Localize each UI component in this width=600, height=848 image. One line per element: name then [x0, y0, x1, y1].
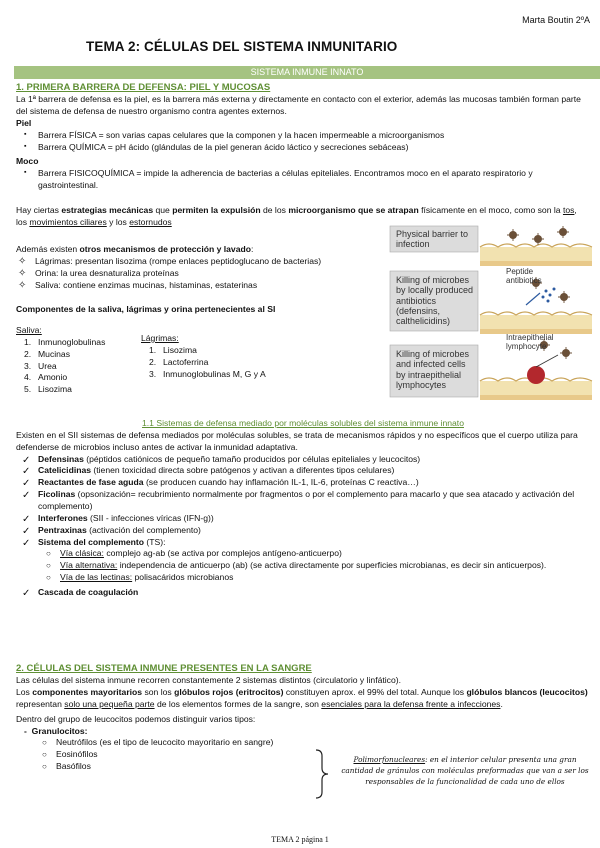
list-item — [42, 560, 590, 572]
arrow-icon — [526, 293, 540, 305]
section-1-heading: 1. PRIMERA BARRERA DE DEFENSA: PIEL Y MUCOSAS — [16, 82, 271, 93]
text-span: Polimorfonucleares — [353, 755, 426, 764]
fluid-list — [16, 256, 386, 292]
other-mechanisms-intro — [16, 244, 386, 256]
list-item: 4. Amonio — [24, 372, 68, 383]
text-span: Lisozima — [38, 384, 72, 395]
saliva-list — [16, 337, 146, 396]
text-span: Reactantes de fase aguda — [38, 477, 144, 488]
lagrimas-list — [141, 345, 341, 381]
text-span: Cascada de coagulación — [38, 587, 139, 598]
section-2-p2 — [16, 687, 590, 711]
epithelium-layer — [480, 244, 592, 266]
text-span: y los — [106, 216, 130, 227]
subsection-1-1 — [16, 418, 590, 599]
list-item — [16, 465, 590, 477]
list-item: ▪ Barrera FISICOQUÍMICA = impide la adherencia de bacterias a células epiteliales. Encontramos moco en el aparato respiratorio y gastrointestinal. — [16, 168, 588, 192]
dash: - — [24, 725, 32, 736]
list-item: ▪ Barrera QUÍMICA = pH ácido (glándulas de la piel generan ácido láctico y secreciones sebáceas) — [16, 142, 588, 154]
text-span: . — [500, 698, 503, 709]
text-span: : — [250, 244, 254, 254]
list-item — [16, 477, 590, 489]
pointer-line — [536, 355, 558, 367]
epithelium-layer — [480, 312, 592, 334]
lymphocyte-icon — [527, 366, 545, 384]
text-span: componentes mayoritarios — [32, 686, 143, 697]
text-span: Sistema del complemento — [38, 536, 145, 547]
text-span: son los — [142, 686, 175, 697]
granulocytes-label — [24, 726, 590, 738]
section-2-heading: 2. CÉLULAS DEL SISTEMA INMUNE PRESENTES EN LA SANGRE — [16, 663, 312, 674]
curly-brace-icon — [314, 748, 330, 800]
section-2-p1: Las células del sistema inmune recorren constantemente 2 sistemas distintos (circulatorio y linfático). — [16, 675, 401, 686]
polymorphonuclear-note — [340, 755, 590, 788]
text-span: Lactoferrina — [163, 356, 209, 367]
text-span: Mucinas — [38, 348, 70, 359]
text-span: Interferones — [38, 512, 88, 523]
list-item: 2. Lactoferrina — [149, 356, 209, 367]
list-item — [42, 572, 590, 584]
text-span: estornudos — [129, 216, 172, 227]
components-heading: Componentes de la saliva, lágrimas y orina pertenecientes al SI — [16, 304, 276, 315]
other-mechanisms — [16, 244, 386, 316]
figure-label-2: Killing of microbes by locally produced antibiotics (defensins, calthelicidins) — [396, 275, 474, 327]
moco-list — [16, 168, 588, 192]
list-item: 1. Lisozima — [149, 344, 197, 355]
text-span: Inmunoglobulinas M, G y A — [163, 368, 266, 379]
text-span: Pentraxinas — [38, 524, 87, 535]
saliva-label: Saliva: — [16, 325, 42, 335]
list-item — [16, 513, 590, 525]
text-span: Vía de las lectinas: — [60, 572, 133, 583]
list-item: ○ Basófilos — [38, 761, 590, 773]
text-span: permiten la expulsión — [172, 205, 261, 215]
page-title: TEMA 2: CÉLULAS DEL SISTEMA INMUNITARIO — [86, 39, 398, 54]
text-span: : en el interior celular presenta una gran cantidad de gránulos con moléculas preformadas que van a ser los responsables de la funcionalidad de cada uno de ellos — [341, 755, 589, 786]
list-item: ○ Neutrófilos (es el tipo de leucocito mayoritario en sangre) — [38, 737, 590, 749]
lymphocyte-label: Intraepithelial lymphocyte — [506, 333, 554, 352]
text-span: (TS): — [144, 536, 166, 547]
text-span: Vía alternativa: — [60, 560, 118, 571]
text-span: que — [153, 205, 173, 215]
text-span: glóbulos rojos (eritrocitos) — [174, 686, 284, 697]
list-item — [16, 587, 590, 599]
lagrimas-label: Lágrimas: — [141, 333, 179, 343]
text-span: Defensinas — [38, 453, 84, 464]
list-item: 3. Urea — [24, 360, 57, 371]
text-span: polisacáridos microbianos — [132, 572, 234, 583]
text-span: Granulocitos: — [31, 725, 88, 736]
subsection-1-1-heading: 1.1 Sistemas de defensa mediado por moléculas solubles del sistema inmune innato — [142, 418, 464, 428]
text-span: (SII - infecciones víricas (IFN-g)) — [87, 512, 214, 523]
page-footer: TEMA 2 página 1 — [271, 835, 329, 844]
soluble-molecules-list — [16, 454, 590, 599]
text-span: , los — [16, 205, 577, 227]
text-span: complejo ag-ab (se activa por complejos antígeno-anticuerpo) — [103, 548, 342, 559]
list-item — [16, 525, 590, 537]
text-span: Hay ciertas — [16, 205, 62, 215]
complement-pathways-list — [38, 548, 590, 584]
list-item: ✧ Lágrimas: presentan lisozima (rompe enlaces peptidoglucano de bacterias) — [16, 256, 386, 268]
text-span: Urea — [38, 360, 57, 371]
text-span: Ficolinas — [38, 489, 76, 500]
text-span: Los — [16, 686, 33, 697]
epithelial-barrier-figure — [388, 223, 593, 405]
text-span: (péptidos catiónicos de pequeño tamaño producidos por células epiteliales y leucocitos) — [83, 453, 421, 464]
text-span: esenciales para la defensa frente a infecciones — [321, 698, 501, 709]
subsection-1-1-intro: Existen en el SII sistemas de defensa mediados por moléculas solubles, se trata de mecanismos rápidos y no específicos que el cuerpo utiliza para defenderse de microbios incluso antes de activar la inmunidad adaptativa. — [16, 429, 578, 452]
section-1-intro: La 1ª barrera de defensa es la piel, es la barrera más externa y directamente en contacto con el exterior, además las mucosas también forman parte del sistema de defensa de nuestro organismo contra agentes externos. — [16, 94, 581, 116]
figure-label-1: Physical barrier to infection — [396, 229, 469, 250]
subsection-1-1-heading-wrap — [16, 418, 590, 430]
moco-label: Moco — [16, 156, 39, 167]
text-span: glóbulos blancos (leucocitos) — [466, 686, 588, 697]
section-2-p3: Dentro del grupo de leucocitos podemos distinguir varios tipos: — [16, 713, 256, 724]
list-item: 1. Inmunoglobulinas — [24, 336, 106, 347]
piel-label: Piel — [16, 117, 32, 128]
peptide-label: Peptide antibiotics — [506, 267, 542, 286]
text-span: independencia de anticuerpo (ab) (se activa directamente por superficies microbianas, es decir sin anticuerpos). — [117, 560, 547, 571]
text-span: Catelicidinas — [38, 465, 92, 476]
text-span: (tienen toxicidad directa sobre patógenos y activan a diferentes tipos celulares) — [91, 465, 395, 476]
list-item: ✧ Saliva: contiene enzimas mucinas, histaminas, estaterinas — [16, 280, 386, 292]
text-span: estrategias mecánicas — [61, 205, 154, 215]
peptide-antibiotic-icon — [542, 288, 556, 303]
text-span: Vía clásica: — [60, 548, 104, 559]
list-item: 2. Mucinas — [24, 348, 70, 359]
text-span: microorganismo que se atrapan — [288, 205, 419, 215]
section-1 — [16, 81, 588, 192]
text-span: tos — [562, 205, 575, 215]
text-span: representan — [16, 698, 65, 709]
text-span: movimientos ciliares — [29, 216, 107, 227]
list-item: ✧ Orina: la urea desnaturaliza proteínas — [16, 268, 386, 280]
list-item — [16, 489, 590, 513]
text-span: Lisozima — [163, 344, 197, 355]
list-item: ▪ Barrera FÍSICA = son varias capas celulares que la componen y la hacen impermeable a microorganismos — [16, 130, 588, 142]
text-span: otros mecanismos de protección y lavado — [79, 244, 251, 254]
text-span: (opsonización= recubrimiento normalmente por fragmentos o por el complemento para macarlo y que sea atacado y activación del complemento) — [38, 489, 575, 512]
list-item — [42, 548, 590, 560]
lagrimas-block — [141, 333, 341, 380]
list-item: ○ Eosinófilos — [38, 749, 590, 761]
list-item: 3. Inmunoglobulinas M, G y A — [149, 368, 266, 379]
author-name: Marta Boutin 2ºA — [522, 15, 590, 25]
text-span: Amonio — [38, 372, 68, 383]
piel-list — [16, 130, 588, 154]
text-span: constituyen aprox. el 99% del total. Aunque los — [283, 686, 467, 697]
list-item: 5. Lisozima — [24, 384, 72, 395]
text-span: Además existen — [16, 244, 80, 254]
text-span: (activación del complemento) — [86, 524, 201, 535]
list-item — [16, 454, 590, 466]
section-banner: SISTEMA INMUNE INNATO — [14, 66, 600, 79]
list-item — [16, 537, 590, 584]
figure-label-3: Killing of microbes and infected cells by intraepithelial lymphocytes — [396, 349, 470, 391]
text-span: Inmunoglobulinas — [38, 336, 106, 347]
saliva-block — [16, 325, 146, 396]
text-span: físicamente en el moco, como son la — [418, 205, 563, 215]
text-span: de los — [260, 205, 289, 215]
text-span: (se producen cuando hay inflamación IL-1, IL-6, proteínas C reactiva…) — [143, 477, 419, 488]
text-span: de los elementos formes de la sangre, son — [154, 698, 322, 709]
text-span: solo una pequeña parte — [64, 698, 155, 709]
